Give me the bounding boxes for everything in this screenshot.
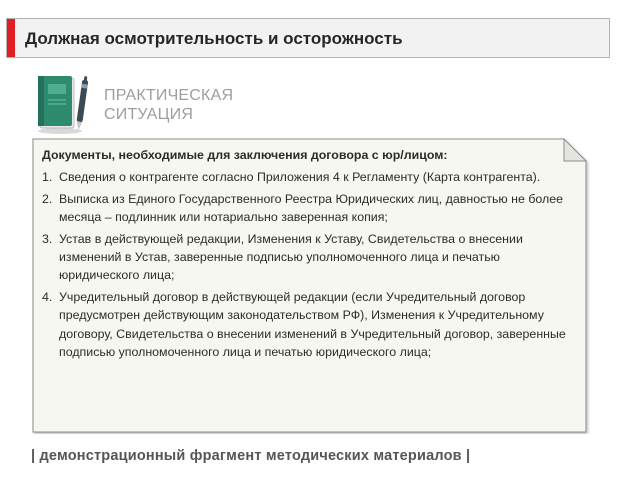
list-item-text: Учредительный договор в действующей редакции (если Учредительный договор предусмотрен действующим законодательством РФ), Изменения к Учредительному договору, Свидетельства о внесении изменений в Учредительный договор, заверенные подписью уполномоченного лица и печатью юридического лица; <box>59 289 566 360</box>
title-bar <box>6 18 610 58</box>
book-with-pen-icon <box>36 74 96 136</box>
footer-caption: | демонстрационный фрагмент методических материалов | <box>31 448 471 464</box>
slide-title: Должная осмотрительность и осторожность <box>25 29 403 48</box>
list-item-number: 2. <box>42 191 53 206</box>
list-item-number: 1. <box>42 170 53 185</box>
list-item <box>42 288 567 362</box>
card-heading: Документы, необходимые для заключения договора с юр/лицом: <box>42 148 448 162</box>
section-label <box>104 86 233 124</box>
list-item <box>42 230 567 285</box>
section-label-line2: СИТУАЦИЯ <box>104 106 194 123</box>
card-content <box>42 146 567 364</box>
document-list-card <box>32 138 590 434</box>
list-item-text: Устав в действующей редакции, Изменения к Уставу, Свидетельства о внесении изменений в Устав, заверенные подписью уполномоченного лица и печатью юридического лица; <box>59 231 523 283</box>
title-accent-stripe <box>7 19 15 57</box>
list-item-number: 4. <box>42 289 53 304</box>
list-item-text: Сведения о контрагенте согласно Приложения 4 к Регламенту (Карта контрагента). <box>59 170 541 185</box>
section-label-line1: ПРАКТИЧЕСКАЯ <box>104 87 234 104</box>
list-item <box>42 190 567 227</box>
list-item-text: Выписка из Единого Государственного Реестра Юридических лиц, давностью не более месяца – подлинник или нотариально заверенная копия; <box>59 191 564 225</box>
list-item <box>42 168 567 186</box>
document-list <box>42 168 567 361</box>
list-item-number: 3. <box>42 231 53 246</box>
